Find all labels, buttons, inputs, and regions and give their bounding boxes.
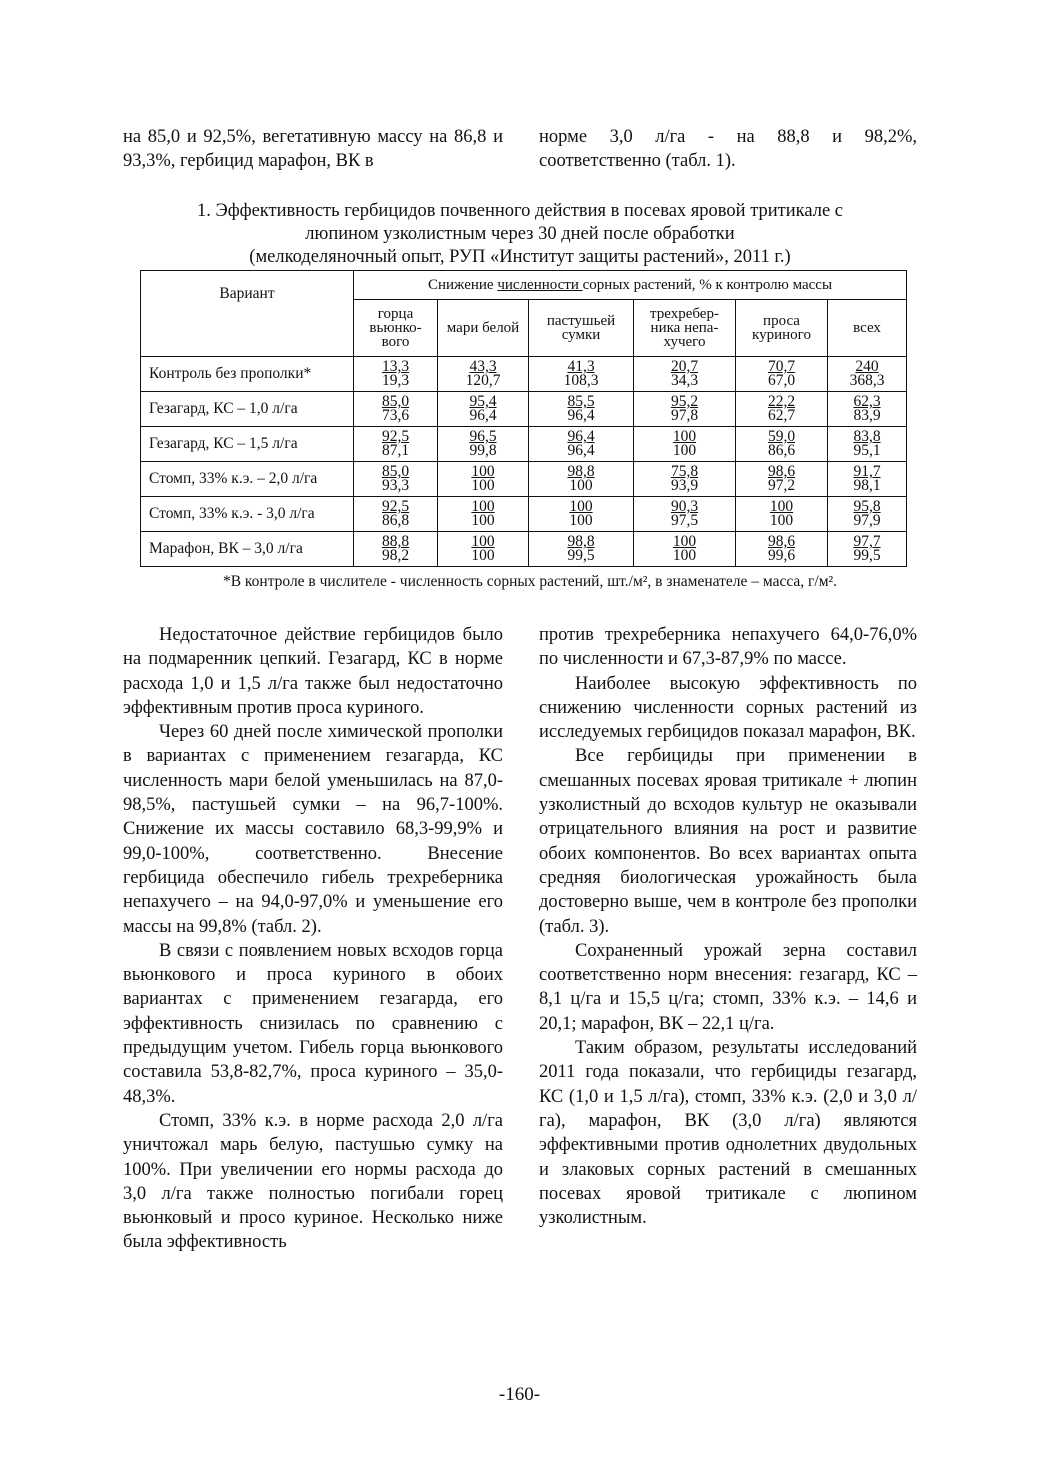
table-caption xyxy=(130,200,910,269)
denominator: 100 xyxy=(471,477,495,494)
fraction xyxy=(569,500,592,528)
caption-line: 1. Эффективность гербицидов почвенного действия в посевах яровой тритикале с xyxy=(196,201,844,221)
denominator: 83,9 xyxy=(853,407,881,424)
fraction xyxy=(382,430,409,458)
variant-cell: Гезагард, КС – 1,0 л/га xyxy=(141,392,354,427)
fraction xyxy=(673,535,696,563)
variant-header: Вариант xyxy=(141,271,354,357)
fraction xyxy=(853,465,880,493)
denominator: 98,1 xyxy=(853,477,881,494)
numerator: 92,5 xyxy=(381,428,410,445)
denominator: 93,3 xyxy=(381,477,410,494)
text-block-top-left xyxy=(123,125,503,174)
value-cell xyxy=(529,392,634,427)
denominator: 100 xyxy=(471,512,495,529)
fraction xyxy=(768,360,795,388)
fraction xyxy=(469,395,496,423)
denominator: 86,6 xyxy=(767,442,796,459)
paragraph: норме 3,0 л/га - на 88,8 и 98,2%, соответственно (табл. 1). xyxy=(539,127,917,172)
text-column-left xyxy=(123,623,503,1255)
column-header: горца вьюнко-вого xyxy=(354,300,438,357)
numerator: 22,2 xyxy=(767,393,796,410)
page-number: -160- xyxy=(498,1384,541,1405)
variant-cell: Гезагард, КС – 1,5 л/га xyxy=(141,427,354,462)
column-header: трехребер-ника непа-хучего xyxy=(634,300,736,357)
value-cell xyxy=(354,357,438,392)
variant-cell: Стомп, 33% к.э. - 3,0 л/га xyxy=(141,497,354,532)
value-cell xyxy=(634,427,736,462)
numerator: 83,8 xyxy=(853,428,881,445)
denominator: 95,1 xyxy=(853,442,881,459)
denominator: 19,3 xyxy=(381,372,410,389)
value-cell xyxy=(736,532,828,567)
variant-cell: Контроль без прополки* xyxy=(141,357,354,392)
numerator: 97,7 xyxy=(853,533,881,550)
numerator: 85,5 xyxy=(567,393,595,410)
numerator: 100 xyxy=(471,533,495,550)
numerator: 98,8 xyxy=(567,533,595,550)
fraction xyxy=(567,395,594,423)
fraction xyxy=(382,500,409,528)
numerator: 98,8 xyxy=(567,463,595,480)
paragraph: Через 60 дней после химической прополки в вариантах с применением гезагарда, КС численность мари белой уменьшилась на 87,0-98,5%, пастушьей сумки – на 96,7-100%. Снижение их массы составило 68,3-99,9% и 99,0-100%, соответственно. Внесение гербицида обеспечило гибель трехреберника непахучего – на 94,0-97,0% и уменьшение его массы на 99,8% (табл. 2). xyxy=(123,722,503,937)
value-cell xyxy=(354,497,438,532)
fraction xyxy=(671,360,698,388)
denominator: 96,4 xyxy=(567,407,595,424)
denominator: 97,9 xyxy=(853,512,881,529)
numerator: 70,7 xyxy=(767,358,796,375)
value-cell xyxy=(438,497,529,532)
fraction xyxy=(382,465,409,493)
numerator: 100 xyxy=(471,498,495,515)
denominator: 100 xyxy=(569,512,593,529)
denominator: 97,8 xyxy=(670,407,699,424)
table-row xyxy=(141,462,907,497)
denominator: 93,9 xyxy=(670,477,699,494)
denominator: 99,8 xyxy=(469,442,497,459)
value-cell xyxy=(438,357,529,392)
column-header: мари белой xyxy=(438,300,529,357)
numerator: 62,3 xyxy=(853,393,881,410)
variant-cell: Стомп, 33% к.э. – 2,0 л/га xyxy=(141,462,354,497)
table-row xyxy=(141,427,907,462)
value-cell xyxy=(736,427,828,462)
numerator: 88,8 xyxy=(381,533,410,550)
fraction xyxy=(770,500,793,528)
denominator: 99,6 xyxy=(767,547,796,564)
value-cell xyxy=(828,427,907,462)
fraction xyxy=(671,500,698,528)
numerator: 41,3 xyxy=(567,358,595,375)
fraction xyxy=(567,465,594,493)
numerator: 96,4 xyxy=(567,428,595,445)
fraction xyxy=(850,360,885,388)
text-block-top-right xyxy=(539,125,917,174)
paragraph: Наиболее высокую эффективность по снижению численности сорных растений из исследуемых гербицидов показал марафон, ВК. xyxy=(539,673,917,743)
column-header: пастушьей сумки xyxy=(529,300,634,357)
caption-line: люпином узколистным через 30 дней после обработки xyxy=(305,224,735,244)
fraction xyxy=(768,430,795,458)
paragraph: на 85,0 и 92,5%, вегетативную массу на 86,8 и 93,3%, гербицид марафон, ВК в xyxy=(123,127,503,172)
value-cell xyxy=(529,357,634,392)
fraction xyxy=(853,535,880,563)
table-footnote: *В контроле в числителе - численность сорных растений, шт./м², в знаменателе – масса, г/м². xyxy=(222,573,838,590)
fraction xyxy=(768,535,795,563)
value-cell xyxy=(828,357,907,392)
numerator: 100 xyxy=(672,533,697,550)
denominator: 87,1 xyxy=(381,442,410,459)
value-cell xyxy=(828,462,907,497)
fraction xyxy=(564,360,599,388)
denominator: 100 xyxy=(769,512,794,529)
table-row xyxy=(141,532,907,567)
numerator: 91,7 xyxy=(853,463,881,480)
value-cell xyxy=(529,427,634,462)
paragraph: Недостаточное действие гербицидов было на подмаренник цепкий. Гезагард, КС в норме расхода 1,0 и 1,5 л/га также был недостаточно эффективным против проса куриного. xyxy=(123,625,503,718)
value-cell xyxy=(354,532,438,567)
fraction xyxy=(853,395,880,423)
numerator: 98,6 xyxy=(767,533,796,550)
numerator: 240 xyxy=(855,358,879,375)
table-row xyxy=(141,497,907,532)
paragraph: Все гербициды при применении в смешанных посевах яровая тритикале + люпин узколистный до всходов культур не оказывали отрицательного влияния на рост и развитие обоих компонентов. Во всех вариантах опыта средняя биологическая урожайность была достоверно выше, чем в контроле без прополки (табл. 3). xyxy=(539,746,917,937)
fraction xyxy=(471,535,494,563)
denominator: 99,5 xyxy=(567,547,595,564)
numerator: 100 xyxy=(769,498,794,515)
numerator: 90,3 xyxy=(670,498,699,515)
value-cell xyxy=(634,462,736,497)
numerator: 43,3 xyxy=(469,358,497,375)
denominator: 100 xyxy=(672,442,697,459)
fraction xyxy=(768,465,795,493)
denominator: 98,2 xyxy=(381,547,410,564)
numerator: 95,4 xyxy=(469,393,497,410)
fraction xyxy=(768,395,795,423)
results-table xyxy=(140,270,907,567)
fraction xyxy=(671,465,698,493)
column-header: всех xyxy=(828,300,907,357)
numerator: 20,7 xyxy=(670,358,699,375)
denominator: 34,3 xyxy=(670,372,699,389)
text-column-right xyxy=(539,623,917,1230)
numerator: 85,0 xyxy=(381,393,410,410)
value-cell xyxy=(438,392,529,427)
fraction xyxy=(466,360,501,388)
value-cell xyxy=(634,497,736,532)
paragraph: против трехреберника непахучего 64,0-76,0% по численности и 67,3-87,9% по массе. xyxy=(539,625,917,670)
numerator: 13,3 xyxy=(381,358,410,375)
denominator: 368,3 xyxy=(849,372,885,389)
denominator: 100 xyxy=(569,477,593,494)
denominator: 108,3 xyxy=(563,372,599,389)
fraction xyxy=(382,395,409,423)
numerator: 100 xyxy=(471,463,495,480)
denominator: 97,5 xyxy=(670,512,699,529)
numerator: 92,5 xyxy=(381,498,410,515)
paragraph: Стомп, 33% к.э. в норме расхода 2,0 л/га уничтожал марь белую, пастушью сумку на 100%. При увеличении его нормы расхода до 3,0 л/га также полностью погибали горец вьюнковый и просо куриное. Несколько ниже была эффективность xyxy=(123,1110,503,1253)
fraction xyxy=(382,360,409,388)
value-cell xyxy=(634,357,736,392)
value-cell xyxy=(828,497,907,532)
numerator: 100 xyxy=(672,428,697,445)
numerator: 95,2 xyxy=(670,393,699,410)
paragraph: Сохраненный урожай зерна составил соответственно норм внесения: гезагард, КС – 8,1 ц/га и 15,5 ц/га; стомп, 33% к.э. – 14,6 и 20,1; марафон, ВК – 22,1 ц/га. xyxy=(539,940,917,1034)
numerator: 98,6 xyxy=(767,463,796,480)
column-header: проса куриного xyxy=(736,300,828,357)
caption-line: (мелкоделяночный опыт, РУП «Институт защиты растений», 2011 г.) xyxy=(249,247,791,267)
group-header: Снижение численности сорных растений, % к контролю массы xyxy=(354,271,907,300)
denominator: 73,6 xyxy=(381,407,410,424)
value-cell xyxy=(354,427,438,462)
value-cell xyxy=(529,462,634,497)
fraction xyxy=(469,430,496,458)
fraction xyxy=(671,395,698,423)
value-cell xyxy=(438,427,529,462)
value-cell xyxy=(438,532,529,567)
value-cell xyxy=(736,497,828,532)
fraction xyxy=(471,465,494,493)
value-cell xyxy=(529,532,634,567)
numerator: 96,5 xyxy=(469,428,497,445)
numerator: 95,8 xyxy=(853,498,881,515)
table-row xyxy=(141,392,907,427)
paragraph: Таким образом, результаты исследований 2011 года показали, что гербициды гезагард, КС (1,0 и 1,5 л/га), стомп, 33% к.э. (2,0 и 3,0 л/га), марафон, ВК (3,0 л/га) являются эффективными против однолетних двудольных и злаковых сорных растений в смешанных посевах яровой тритикале с люпином узколистным. xyxy=(539,1038,917,1229)
numerator: 100 xyxy=(569,498,593,515)
denominator: 86,8 xyxy=(381,512,410,529)
value-cell xyxy=(529,497,634,532)
value-cell xyxy=(634,532,736,567)
numerator: 85,0 xyxy=(381,463,410,480)
fraction xyxy=(567,430,594,458)
value-cell xyxy=(438,462,529,497)
fraction xyxy=(567,535,594,563)
table-row xyxy=(141,357,907,392)
denominator: 62,7 xyxy=(767,407,796,424)
fraction xyxy=(853,500,880,528)
value-cell xyxy=(828,532,907,567)
fraction xyxy=(382,535,409,563)
denominator: 120,7 xyxy=(465,372,501,389)
value-cell xyxy=(828,392,907,427)
denominator: 100 xyxy=(471,547,495,564)
fraction xyxy=(853,430,880,458)
value-cell xyxy=(354,462,438,497)
denominator: 97,2 xyxy=(767,477,796,494)
denominator: 96,4 xyxy=(567,442,595,459)
fraction xyxy=(673,430,696,458)
value-cell xyxy=(634,392,736,427)
numerator: 75,8 xyxy=(670,463,699,480)
denominator: 99,5 xyxy=(853,547,881,564)
variant-cell: Марафон, ВК – 3,0 л/га xyxy=(141,532,354,567)
value-cell xyxy=(354,392,438,427)
value-cell xyxy=(736,357,828,392)
denominator: 96,4 xyxy=(469,407,497,424)
fraction xyxy=(471,500,494,528)
paragraph: В связи с появлением новых всходов горца вьюнкового и проса куриного в обоих вариантах с применением гезагарда, его эффективность снизилась по сравнению с предыдущим учетом. Гибель горца вьюнкового составила 53,8-82,7%, проса куриного – 35,0-48,3%. xyxy=(123,940,503,1107)
value-cell xyxy=(736,462,828,497)
denominator: 100 xyxy=(672,547,697,564)
numerator: 59,0 xyxy=(767,428,796,445)
value-cell xyxy=(736,392,828,427)
denominator: 67,0 xyxy=(767,372,796,389)
